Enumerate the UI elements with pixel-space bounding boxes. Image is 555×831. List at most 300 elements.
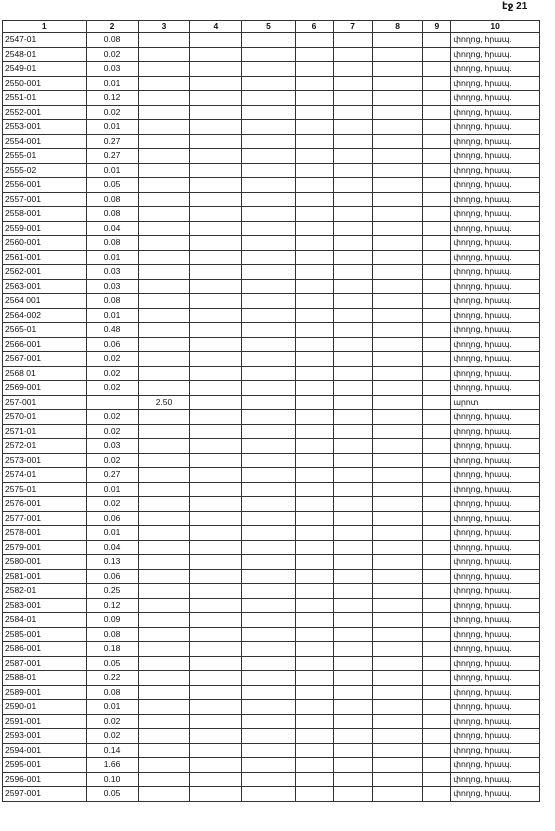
empty-cell bbox=[295, 308, 333, 323]
empty-cell bbox=[423, 598, 451, 613]
margin-tick bbox=[542, 439, 555, 454]
empty-cell bbox=[423, 453, 451, 468]
empty-cell bbox=[242, 627, 295, 642]
row-note-cell: փողոց, հրապ. bbox=[451, 613, 540, 628]
empty-cell bbox=[242, 105, 295, 120]
empty-cell bbox=[190, 294, 242, 309]
margin-tick bbox=[542, 529, 555, 544]
empty-cell bbox=[242, 598, 295, 613]
empty-cell bbox=[423, 714, 451, 729]
empty-cell bbox=[372, 671, 423, 686]
empty-cell bbox=[295, 163, 333, 178]
empty-cell bbox=[423, 511, 451, 526]
empty-cell bbox=[423, 569, 451, 584]
empty-cell bbox=[372, 453, 423, 468]
empty-cell bbox=[190, 76, 242, 91]
row-col3-cell bbox=[138, 134, 190, 149]
empty-cell bbox=[423, 207, 451, 222]
empty-cell bbox=[190, 758, 242, 773]
margin-tick bbox=[542, 242, 555, 257]
empty-cell bbox=[333, 410, 372, 425]
column-header: 10 bbox=[451, 21, 540, 33]
empty-cell bbox=[423, 700, 451, 715]
row-code-cell: 2584-01 bbox=[3, 613, 87, 628]
margin-tick bbox=[542, 137, 555, 152]
empty-cell bbox=[333, 772, 372, 787]
empty-cell bbox=[333, 178, 372, 193]
empty-cell bbox=[372, 163, 423, 178]
table-row bbox=[3, 584, 540, 599]
row-value-cell bbox=[86, 395, 138, 410]
empty-cell bbox=[333, 685, 372, 700]
empty-cell bbox=[423, 540, 451, 555]
row-value-cell: 0.08 bbox=[86, 685, 138, 700]
margin-tick bbox=[542, 665, 555, 680]
row-value-cell: 0.09 bbox=[86, 613, 138, 628]
row-value-cell: 0.05 bbox=[86, 656, 138, 671]
empty-cell bbox=[190, 497, 242, 512]
empty-cell bbox=[423, 743, 451, 758]
empty-cell bbox=[372, 714, 423, 729]
margin-tick bbox=[542, 499, 555, 514]
table-row bbox=[3, 743, 540, 758]
empty-cell bbox=[333, 714, 372, 729]
margin-tick bbox=[542, 408, 555, 423]
row-code-cell: 2582-01 bbox=[3, 584, 87, 599]
row-code-cell: 2548-01 bbox=[3, 47, 87, 62]
empty-cell bbox=[295, 337, 333, 352]
row-note-cell: փողոց, հրապ. bbox=[451, 569, 540, 584]
empty-cell bbox=[295, 569, 333, 584]
empty-cell bbox=[242, 337, 295, 352]
row-col3-cell bbox=[138, 482, 190, 497]
empty-cell bbox=[333, 163, 372, 178]
empty-cell bbox=[333, 120, 372, 135]
row-code-cell: 2554-001 bbox=[3, 134, 87, 149]
row-code-cell: 2568 01 bbox=[3, 366, 87, 381]
row-code-cell: 2586-001 bbox=[3, 642, 87, 657]
row-code-cell: 2564-002 bbox=[3, 308, 87, 323]
empty-cell bbox=[242, 714, 295, 729]
row-code-cell: 2565-01 bbox=[3, 323, 87, 338]
row-note-cell: փողոց, հրապ. bbox=[451, 47, 540, 62]
row-code-cell: 2595-001 bbox=[3, 758, 87, 773]
empty-cell bbox=[333, 47, 372, 62]
empty-cell bbox=[190, 323, 242, 338]
margin-tick bbox=[542, 378, 555, 393]
row-code-cell: 2585-001 bbox=[3, 627, 87, 642]
empty-cell bbox=[190, 33, 242, 48]
empty-cell bbox=[372, 221, 423, 236]
empty-cell bbox=[295, 497, 333, 512]
empty-cell bbox=[423, 526, 451, 541]
row-note-cell: փողոց, հրապ. bbox=[451, 337, 540, 352]
row-note-cell: փողոց, հրապ. bbox=[451, 134, 540, 149]
row-value-cell: 0.01 bbox=[86, 250, 138, 265]
row-value-cell: 0.27 bbox=[86, 134, 138, 149]
row-note-cell: փողոց, հրապ. bbox=[451, 685, 540, 700]
row-value-cell: 0.03 bbox=[86, 279, 138, 294]
row-note-cell: փողոց, հրապ. bbox=[451, 729, 540, 744]
row-note-cell: փողոց, հրապ. bbox=[451, 584, 540, 599]
table-row bbox=[3, 482, 540, 497]
empty-cell bbox=[295, 134, 333, 149]
margin-tick bbox=[542, 771, 555, 786]
empty-cell bbox=[333, 671, 372, 686]
margin-tick bbox=[542, 318, 555, 333]
margin-tick bbox=[542, 197, 555, 212]
empty-cell bbox=[242, 758, 295, 773]
row-note-cell: փողոց, հրապ. bbox=[451, 149, 540, 164]
margin-tick bbox=[542, 725, 555, 740]
empty-cell bbox=[423, 424, 451, 439]
empty-cell bbox=[333, 33, 372, 48]
row-code-cell: 2572-01 bbox=[3, 439, 87, 454]
empty-cell bbox=[423, 381, 451, 396]
margin-tick bbox=[542, 227, 555, 242]
row-col3-cell bbox=[138, 772, 190, 787]
row-col3-cell bbox=[138, 656, 190, 671]
row-value-cell: 0.02 bbox=[86, 352, 138, 367]
empty-cell bbox=[242, 540, 295, 555]
empty-cell bbox=[190, 221, 242, 236]
row-col3-cell bbox=[138, 598, 190, 613]
row-note-cell: փողոց, հրապ. bbox=[451, 598, 540, 613]
empty-cell bbox=[295, 221, 333, 236]
empty-cell bbox=[295, 482, 333, 497]
empty-cell bbox=[242, 787, 295, 802]
row-col3-cell bbox=[138, 540, 190, 555]
table-row bbox=[3, 236, 540, 251]
row-code-cell: 2577-001 bbox=[3, 511, 87, 526]
empty-cell bbox=[372, 62, 423, 77]
margin-tick bbox=[542, 393, 555, 408]
row-col3-cell bbox=[138, 120, 190, 135]
margin-tick bbox=[542, 182, 555, 197]
empty-cell bbox=[242, 685, 295, 700]
table-row bbox=[3, 149, 540, 164]
empty-cell bbox=[295, 352, 333, 367]
row-col3-cell bbox=[138, 410, 190, 425]
column-header: 2 bbox=[86, 21, 138, 33]
empty-cell bbox=[333, 787, 372, 802]
empty-cell bbox=[423, 642, 451, 657]
row-code-cell: 2558-001 bbox=[3, 207, 87, 222]
empty-cell bbox=[333, 424, 372, 439]
empty-cell bbox=[423, 671, 451, 686]
margin-tick bbox=[542, 31, 555, 46]
empty-cell bbox=[295, 323, 333, 338]
empty-cell bbox=[333, 279, 372, 294]
empty-cell bbox=[295, 62, 333, 77]
empty-cell bbox=[372, 627, 423, 642]
row-col3-cell bbox=[138, 105, 190, 120]
row-value-cell: 0.04 bbox=[86, 221, 138, 236]
empty-cell bbox=[333, 540, 372, 555]
row-code-cell: 257-001 bbox=[3, 395, 87, 410]
empty-cell bbox=[190, 772, 242, 787]
empty-cell bbox=[333, 468, 372, 483]
empty-cell bbox=[423, 584, 451, 599]
row-col3-cell bbox=[138, 323, 190, 338]
row-code-cell: 2567-001 bbox=[3, 352, 87, 367]
empty-cell bbox=[242, 482, 295, 497]
margin-tick bbox=[542, 589, 555, 604]
row-value-cell: 0.08 bbox=[86, 236, 138, 251]
empty-cell bbox=[423, 265, 451, 280]
column-header: 5 bbox=[242, 21, 295, 33]
row-code-cell: 2569-001 bbox=[3, 381, 87, 396]
empty-cell bbox=[242, 265, 295, 280]
row-code-cell: 2589-001 bbox=[3, 685, 87, 700]
empty-cell bbox=[372, 192, 423, 207]
empty-cell bbox=[333, 265, 372, 280]
row-value-cell: 0.10 bbox=[86, 772, 138, 787]
margin-tick bbox=[542, 122, 555, 137]
row-col3-cell bbox=[138, 178, 190, 193]
row-note-cell: փողոց, հրապ. bbox=[451, 772, 540, 787]
empty-cell bbox=[372, 511, 423, 526]
empty-cell bbox=[242, 308, 295, 323]
empty-cell bbox=[423, 294, 451, 309]
table-row bbox=[3, 250, 540, 265]
empty-cell bbox=[372, 33, 423, 48]
row-code-cell: 2573-001 bbox=[3, 453, 87, 468]
empty-cell bbox=[295, 613, 333, 628]
empty-cell bbox=[372, 265, 423, 280]
empty-cell bbox=[423, 729, 451, 744]
empty-cell bbox=[190, 265, 242, 280]
empty-cell bbox=[242, 33, 295, 48]
row-code-cell: 2562-001 bbox=[3, 265, 87, 280]
table-row bbox=[3, 642, 540, 657]
row-col3-cell bbox=[138, 192, 190, 207]
margin-tick bbox=[542, 257, 555, 272]
empty-cell bbox=[242, 62, 295, 77]
empty-cell bbox=[242, 526, 295, 541]
row-col3-cell bbox=[138, 439, 190, 454]
empty-cell bbox=[333, 236, 372, 251]
margin-tick bbox=[542, 710, 555, 725]
row-col3-cell bbox=[138, 76, 190, 91]
empty-cell bbox=[295, 236, 333, 251]
empty-cell bbox=[333, 352, 372, 367]
empty-cell bbox=[295, 410, 333, 425]
row-value-cell: 0.03 bbox=[86, 265, 138, 280]
empty-cell bbox=[242, 149, 295, 164]
empty-cell bbox=[333, 656, 372, 671]
empty-cell bbox=[190, 91, 242, 106]
row-col3-cell bbox=[138, 381, 190, 396]
row-code-cell: 2579-001 bbox=[3, 540, 87, 555]
empty-cell bbox=[242, 134, 295, 149]
margin-tick bbox=[542, 348, 555, 363]
empty-cell bbox=[295, 279, 333, 294]
empty-cell bbox=[242, 439, 295, 454]
empty-cell bbox=[190, 308, 242, 323]
empty-cell bbox=[242, 91, 295, 106]
empty-cell bbox=[295, 424, 333, 439]
margin-tick bbox=[542, 620, 555, 635]
row-code-cell: 2587-001 bbox=[3, 656, 87, 671]
empty-cell bbox=[423, 62, 451, 77]
empty-cell bbox=[295, 540, 333, 555]
row-note-cell: փողոց, հրապ. bbox=[451, 308, 540, 323]
empty-cell bbox=[295, 729, 333, 744]
row-col3-cell bbox=[138, 729, 190, 744]
margin-tick bbox=[542, 423, 555, 438]
row-value-cell: 0.01 bbox=[86, 120, 138, 135]
empty-cell bbox=[372, 613, 423, 628]
empty-cell bbox=[372, 569, 423, 584]
row-note-cell: փողոց, հրապ. bbox=[451, 758, 540, 773]
empty-cell bbox=[242, 671, 295, 686]
row-col3-cell bbox=[138, 91, 190, 106]
empty-cell bbox=[372, 772, 423, 787]
empty-cell bbox=[190, 279, 242, 294]
empty-cell bbox=[333, 555, 372, 570]
row-value-cell: 0.12 bbox=[86, 91, 138, 106]
row-value-cell: 0.02 bbox=[86, 714, 138, 729]
row-value-cell: 0.08 bbox=[86, 33, 138, 48]
row-note-cell: փողոց, հրապ. bbox=[451, 279, 540, 294]
empty-cell bbox=[333, 584, 372, 599]
empty-cell bbox=[423, 236, 451, 251]
empty-cell bbox=[372, 656, 423, 671]
row-note-cell: փողոց, հրապ. bbox=[451, 33, 540, 48]
empty-cell bbox=[372, 497, 423, 512]
empty-cell bbox=[423, 33, 451, 48]
empty-cell bbox=[242, 236, 295, 251]
row-col3-cell bbox=[138, 743, 190, 758]
empty-cell bbox=[295, 439, 333, 454]
table-row bbox=[3, 671, 540, 686]
margin-tick bbox=[542, 635, 555, 650]
empty-cell bbox=[295, 656, 333, 671]
table-row bbox=[3, 729, 540, 744]
row-value-cell: 0.02 bbox=[86, 729, 138, 744]
empty-cell bbox=[242, 250, 295, 265]
empty-cell bbox=[295, 743, 333, 758]
empty-cell bbox=[190, 178, 242, 193]
row-code-cell: 2593-001 bbox=[3, 729, 87, 744]
margin-tick bbox=[542, 167, 555, 182]
row-code-cell: 2560-001 bbox=[3, 236, 87, 251]
row-col3-cell bbox=[138, 207, 190, 222]
row-value-cell: 0.01 bbox=[86, 700, 138, 715]
row-value-cell: 0.25 bbox=[86, 584, 138, 599]
row-value-cell: 0.04 bbox=[86, 540, 138, 555]
row-note-cell: փողոց, հրապ. bbox=[451, 424, 540, 439]
row-value-cell: 0.02 bbox=[86, 366, 138, 381]
margin-tick bbox=[542, 469, 555, 484]
row-code-cell: 2583-001 bbox=[3, 598, 87, 613]
empty-cell bbox=[190, 120, 242, 135]
empty-cell bbox=[295, 265, 333, 280]
empty-cell bbox=[190, 540, 242, 555]
table-row bbox=[3, 439, 540, 454]
empty-cell bbox=[372, 352, 423, 367]
empty-cell bbox=[190, 511, 242, 526]
row-value-cell: 0.05 bbox=[86, 787, 138, 802]
empty-cell bbox=[372, 526, 423, 541]
empty-cell bbox=[242, 395, 295, 410]
column-header: 9 bbox=[423, 21, 451, 33]
row-value-cell: 0.48 bbox=[86, 323, 138, 338]
empty-cell bbox=[190, 700, 242, 715]
land-register-table bbox=[2, 20, 540, 802]
empty-cell bbox=[423, 758, 451, 773]
row-code-cell: 2552-001 bbox=[3, 105, 87, 120]
row-col3-cell bbox=[138, 671, 190, 686]
row-value-cell: 0.01 bbox=[86, 163, 138, 178]
empty-cell bbox=[295, 76, 333, 91]
row-col3-cell bbox=[138, 569, 190, 584]
empty-cell bbox=[372, 366, 423, 381]
row-code-cell: 2597-001 bbox=[3, 787, 87, 802]
row-col3-cell bbox=[138, 642, 190, 657]
empty-cell bbox=[242, 366, 295, 381]
row-note-cell: փողոց, հրապ. bbox=[451, 468, 540, 483]
empty-cell bbox=[372, 598, 423, 613]
row-code-cell: 2564 001 bbox=[3, 294, 87, 309]
empty-cell bbox=[190, 439, 242, 454]
empty-cell bbox=[190, 656, 242, 671]
row-code-cell: 2547-01 bbox=[3, 33, 87, 48]
row-note-cell: փողոց, հրապ. bbox=[451, 511, 540, 526]
empty-cell bbox=[333, 250, 372, 265]
row-note-cell: փողոց, հրապ. bbox=[451, 526, 540, 541]
row-note-cell: փողոց, հրապ. bbox=[451, 482, 540, 497]
empty-cell bbox=[190, 163, 242, 178]
empty-cell bbox=[423, 468, 451, 483]
table-row bbox=[3, 207, 540, 222]
row-value-cell: 0.08 bbox=[86, 627, 138, 642]
table-row bbox=[3, 76, 540, 91]
table-row bbox=[3, 33, 540, 48]
row-col3-cell: 2.50 bbox=[138, 395, 190, 410]
empty-cell bbox=[372, 236, 423, 251]
empty-cell bbox=[190, 743, 242, 758]
empty-cell bbox=[242, 772, 295, 787]
empty-cell bbox=[372, 410, 423, 425]
table-row bbox=[3, 598, 540, 613]
empty-cell bbox=[333, 758, 372, 773]
empty-cell bbox=[190, 366, 242, 381]
empty-cell bbox=[423, 163, 451, 178]
empty-cell bbox=[333, 91, 372, 106]
row-note-cell: փողոց, հրապ. bbox=[451, 453, 540, 468]
empty-cell bbox=[190, 671, 242, 686]
empty-cell bbox=[190, 787, 242, 802]
row-value-cell: 0.02 bbox=[86, 47, 138, 62]
row-col3-cell bbox=[138, 468, 190, 483]
empty-cell bbox=[242, 555, 295, 570]
empty-cell bbox=[333, 569, 372, 584]
empty-cell bbox=[295, 120, 333, 135]
table-row bbox=[3, 540, 540, 555]
table-row bbox=[3, 410, 540, 425]
row-col3-cell bbox=[138, 453, 190, 468]
table-row bbox=[3, 105, 540, 120]
table-row bbox=[3, 221, 540, 236]
empty-cell bbox=[190, 410, 242, 425]
row-value-cell: 0.27 bbox=[86, 468, 138, 483]
empty-cell bbox=[295, 105, 333, 120]
empty-cell bbox=[190, 207, 242, 222]
margin-tick bbox=[542, 695, 555, 710]
row-note-cell: փողոց, հրապ. bbox=[451, 410, 540, 425]
